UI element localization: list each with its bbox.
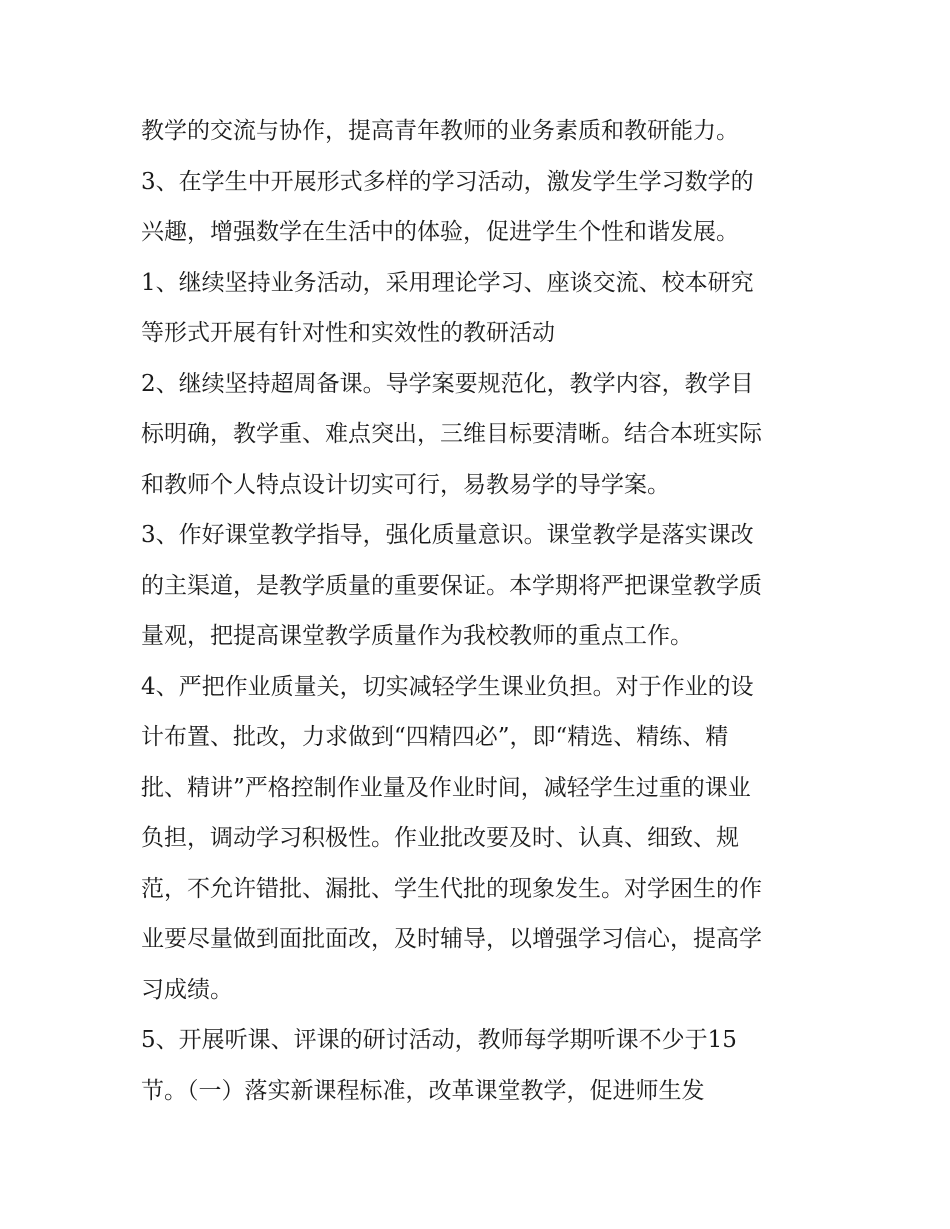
- text-line: 批、精讲”严格控制作业量及作业时间，减轻学生过重的课业: [141, 774, 751, 801]
- text-line: 1、继续坚持业务活动，采用理论学习、座谈交流、校本研究: [141, 269, 754, 296]
- text-line: 等形式开展有针对性和实效性的教研活动: [141, 320, 555, 346]
- text-line: 4、严把作业质量关，切实减轻学生课业负担。对于作业的设: [141, 673, 754, 700]
- document-body: [141, 106, 831, 1116]
- text-line: 3、在学生中开展形式多样的学习活动，激发学生学习数学的: [141, 168, 754, 195]
- text-line: 节。（一）落实新课程标准，改革课堂教学，促进师生发: [141, 1077, 705, 1104]
- text-line: 标明确，教学重、难点突出，三维目标要清晰。结合本班实际: [141, 421, 762, 447]
- text-line: 负担，调动学习积极性。作业批改要及时、认真、细致、规: [141, 825, 739, 851]
- text-line: 范，不允许错批、漏批、学生代批的现象发生。对学困生的作: [141, 875, 762, 902]
- text-line: 兴趣，增强数学在生活中的体验，促进学生个性和谐发展。: [141, 219, 739, 245]
- text-line: 5、开展听课、评课的研讨活动，教师每学期听课不少于15: [141, 1027, 737, 1053]
- text-line: 3、作好课堂教学指导，强化质量意识。课堂教学是落实课改: [141, 522, 754, 548]
- text-line: 习成绩。: [141, 976, 233, 1003]
- text-line: 量观，把提高课堂教学质量作为我校教师的重点工作。: [141, 623, 693, 649]
- text-line: 教学的交流与协作，提高青年教师的业务素质和教研能力。: [141, 118, 739, 144]
- text-line: 计布置、批改，力求做到“四精四必”，即“精选、精练、精: [141, 724, 729, 750]
- text-line: 和教师个人特点设计切实可行，易教易学的导学案。: [141, 471, 670, 498]
- text-line: 2、继续坚持超周备课。导学案要规范化，教学内容，教学目: [141, 370, 754, 397]
- text-line: 业要尽量做到面批面改，及时辅导，以增强学习信心，提高学: [141, 926, 762, 952]
- text-line: 的主渠道，是教学质量的重要保证。本学期将严把课堂教学质: [141, 572, 762, 599]
